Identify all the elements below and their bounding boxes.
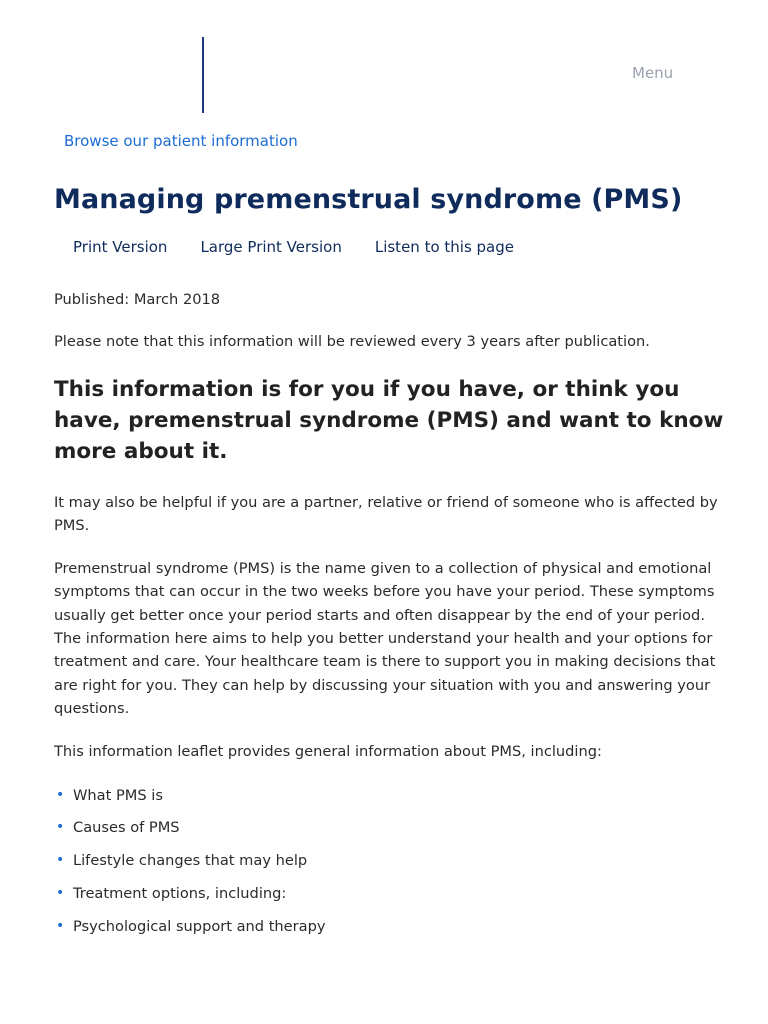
print-version-link[interactable]: Print Version [73, 238, 168, 256]
list-item-label: Treatment options, including: [73, 885, 287, 903]
list-item-label: What PMS is [73, 786, 163, 804]
bullet-icon: • [56, 918, 65, 935]
list-item [54, 849, 724, 872]
intro-heading: This information is for you if you have, or think you have, premenstrual syndrome (PMS) and want to know more about it. [54, 376, 724, 464]
menu-button[interactable]: Menu [632, 60, 692, 86]
list-item [54, 915, 724, 938]
site-header [0, 0, 768, 120]
list-item [54, 882, 724, 905]
list-item [54, 816, 724, 839]
review-note: Please note that this information will be reviewed every 3 years after publication. [54, 333, 650, 351]
browse-patient-information-link[interactable]: Browse our patient information [64, 132, 298, 150]
list-item-label: Lifestyle changes that may help [73, 852, 308, 870]
bullet-icon: • [56, 885, 65, 902]
large-print-version-link[interactable]: Large Print Version [200, 238, 342, 256]
published-date: Published: March 2018 [54, 291, 221, 308]
list-item [54, 784, 724, 807]
page-title: Managing premenstrual syndrome (PMS) [54, 184, 683, 215]
topics-list [54, 784, 724, 939]
page-actions [73, 238, 514, 262]
list-item-label: Causes of PMS [73, 819, 180, 837]
bullet-icon: • [56, 852, 65, 869]
pms-definition: Premenstrual syndrome (PMS) is the name given to a collection of physical and emotional symptoms that can occur in the two weeks before you have your period. These symptoms usually get better once your period starts and often disappear by the end of your period. [54, 560, 715, 624]
list-item-label: Psychological support and therapy [73, 918, 326, 936]
article-content [54, 288, 724, 948]
listen-to-page-link[interactable]: Listen to this page [374, 238, 514, 256]
bullet-icon: • [56, 786, 65, 803]
partner-note: It may also be helpful if you are a partner, relative or friend of someone who is affected by PMS. [54, 493, 718, 534]
bullet-icon: • [56, 819, 65, 836]
aims-paragraph: The information here aims to help you better understand your health and your options for treatment and care. Your healthcare team is there to support you in making decisions that are right for you. They can help by discussing your situation with you and answering your questions. [54, 630, 716, 717]
logo-divider [202, 37, 204, 113]
leaflet-intro: This information leaflet provides general information about PMS, including: [54, 743, 602, 761]
